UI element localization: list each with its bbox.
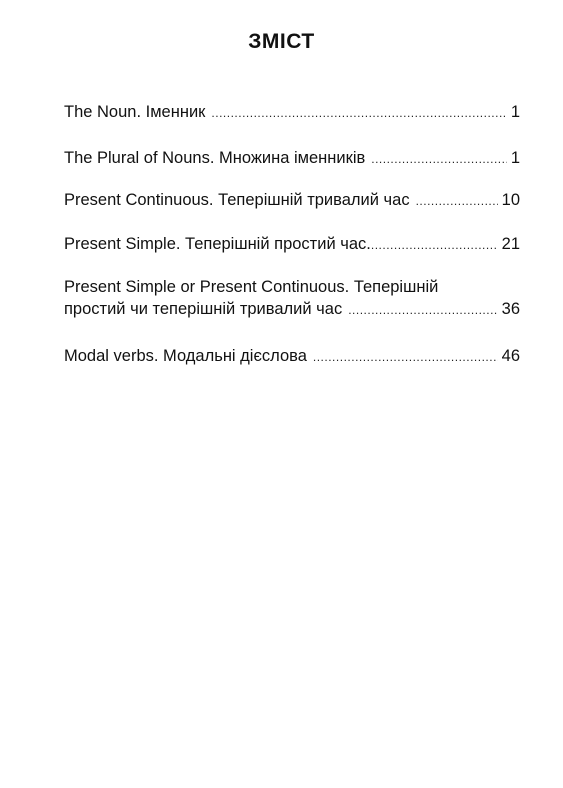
toc-entry-line bbox=[64, 147, 520, 170]
toc-entry-plural-of-nouns[interactable] bbox=[64, 147, 520, 170]
toc-entry-title-continued: простий чи теперішній тривалий час bbox=[64, 300, 343, 318]
toc-entry-modal-verbs[interactable] bbox=[64, 345, 520, 368]
toc-entry-noun[interactable] bbox=[64, 101, 520, 124]
toc-entry-simple-or-continuous[interactable] bbox=[64, 276, 520, 321]
toc-entry-title: Present Continuous. Теперішній тривалий час bbox=[64, 191, 410, 209]
toc-page-number: 1 bbox=[510, 103, 520, 121]
toc-page-number: 10 bbox=[501, 191, 520, 209]
toc-entry-title: The Plural of Nouns. Множина іменників bbox=[64, 149, 366, 167]
toc-entry-line bbox=[64, 345, 520, 368]
toc-entry-present-simple[interactable] bbox=[64, 233, 520, 256]
toc-leader-dots bbox=[313, 346, 498, 368]
toc-page-number: 36 bbox=[501, 300, 520, 318]
toc-entry-line bbox=[64, 298, 520, 321]
toc-entry-present-continuous[interactable] bbox=[64, 189, 520, 212]
toc-entry-line bbox=[64, 233, 520, 256]
toc-entry-title: Present Simple or Present Continuous. Теперішній bbox=[64, 278, 439, 296]
toc-leader-dots bbox=[416, 190, 498, 212]
toc-leader-dots bbox=[211, 102, 506, 124]
toc-entry-title: The Noun. Іменник bbox=[64, 103, 206, 121]
toc-entry-title: Modal verbs. Модальні дієслова bbox=[64, 347, 307, 365]
toc-leader-dots bbox=[371, 234, 498, 256]
toc-entry-line bbox=[64, 101, 520, 124]
toc-page-number: 1 bbox=[510, 149, 520, 167]
toc-page-number: 21 bbox=[501, 235, 520, 253]
toc-entry-title: Present Simple. Теперішній простий час. bbox=[64, 235, 371, 253]
toc-entry-line bbox=[64, 189, 520, 212]
toc-entry-line bbox=[64, 276, 520, 298]
toc-leader-dots bbox=[371, 148, 507, 170]
toc-leader-dots bbox=[348, 299, 497, 321]
toc-page-number: 46 bbox=[501, 347, 520, 365]
page-title: ЗМІСТ bbox=[248, 30, 315, 53]
